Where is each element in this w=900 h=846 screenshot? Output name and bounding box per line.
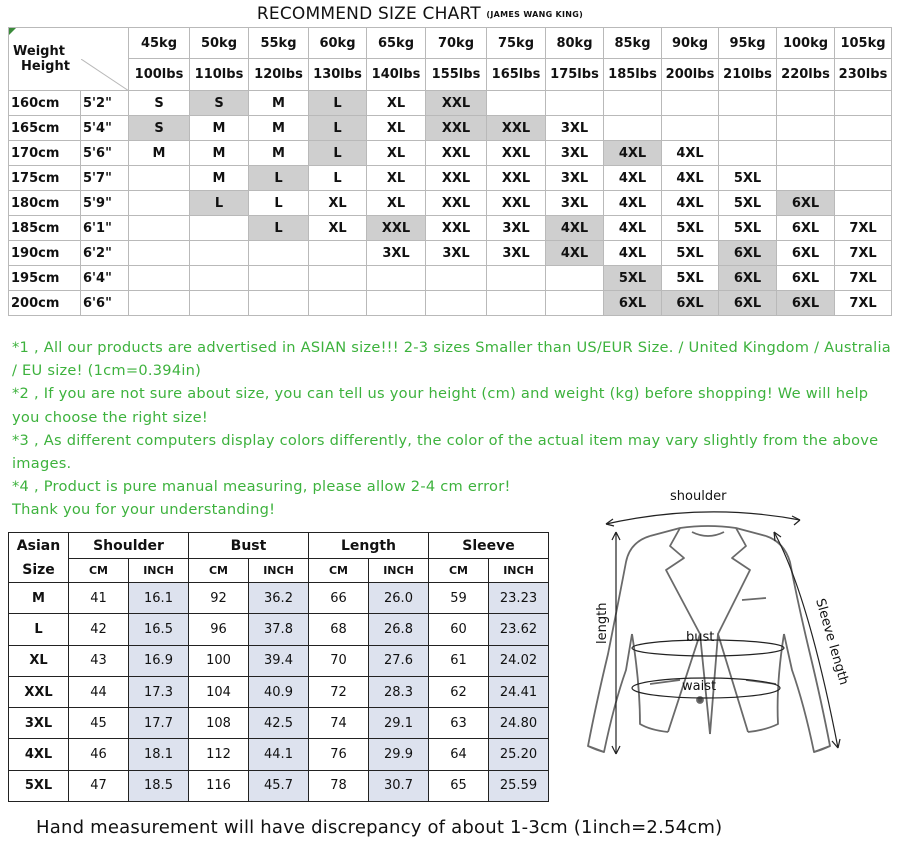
- measure-unit-header-row: [9, 559, 549, 583]
- size-cell: XL: [367, 166, 426, 191]
- height-ft-cell: 6'2": [81, 241, 129, 266]
- unit-cm-header: CM: [309, 559, 369, 583]
- size-cell: [487, 291, 546, 316]
- measure-inch-cell: 45.7: [249, 770, 309, 801]
- size-cell: 3XL: [487, 241, 546, 266]
- size-cell: [309, 266, 367, 291]
- size-cell: XL: [367, 141, 426, 166]
- note-thanks: Thank you for your understanding!: [12, 501, 276, 519]
- measure-inch-cell: 23.23: [489, 583, 549, 614]
- size-cell: 5XL: [604, 266, 662, 291]
- measure-cm-cell: 76: [309, 739, 369, 770]
- size-cell: L: [249, 191, 309, 216]
- chart-title-brand: (JAMES WANG KING): [486, 10, 584, 19]
- measure-inch-cell: 16.9: [129, 645, 189, 676]
- size-cell: [546, 266, 604, 291]
- size-cell: [835, 141, 892, 166]
- size-cell: [190, 216, 249, 241]
- measure-cm-cell: 45: [69, 708, 129, 739]
- size-cell: XXL: [426, 191, 487, 216]
- height-ft-cell: 5'4": [81, 116, 129, 141]
- size-cell: XXL: [487, 141, 546, 166]
- size-cell: 6XL: [719, 266, 777, 291]
- weight-lbs-header: 130lbs: [309, 59, 367, 91]
- size-cell: XXL: [426, 141, 487, 166]
- size-cell: 6XL: [777, 266, 835, 291]
- unit-inch-header: INCH: [369, 559, 429, 583]
- measure-inch-cell: 25.59: [489, 770, 549, 801]
- measure-inch-cell: 18.1: [129, 739, 189, 770]
- measure-cm-cell: 65: [429, 770, 489, 801]
- weight-kg-header: 95kg: [719, 28, 777, 59]
- measure-inch-cell: 29.1: [369, 708, 429, 739]
- size-cell: [546, 291, 604, 316]
- size-cell: L: [309, 166, 367, 191]
- measure-size-cell: M: [9, 583, 69, 614]
- size-chart-row: [9, 291, 892, 316]
- measure-inch-cell: 23.62: [489, 614, 549, 645]
- size-cell: [309, 291, 367, 316]
- height-cm-cell: 185cm: [9, 216, 81, 241]
- measure-size-cell: 5XL: [9, 770, 69, 801]
- size-cell: L: [309, 116, 367, 141]
- size-cell: [662, 116, 719, 141]
- height-label: Height: [21, 58, 70, 74]
- bust-header: Bust: [189, 533, 309, 559]
- size-cell: L: [249, 216, 309, 241]
- size-cell: [719, 91, 777, 116]
- size-cell: XL: [367, 116, 426, 141]
- recommend-size-chart: [8, 27, 892, 316]
- size-cell: [367, 266, 426, 291]
- measure-inch-cell: 16.5: [129, 614, 189, 645]
- measure-size-cell: XXL: [9, 676, 69, 707]
- size-cell: 5XL: [662, 216, 719, 241]
- weight-lbs-header: 100lbs: [129, 59, 190, 91]
- measure-group-header-row: [9, 533, 549, 559]
- length-arrow: [612, 532, 620, 754]
- size-cell: M: [190, 166, 249, 191]
- height-cm-cell: 195cm: [9, 266, 81, 291]
- measure-cm-cell: 92: [189, 583, 249, 614]
- height-cm-cell: 170cm: [9, 141, 81, 166]
- measure-cm-cell: 72: [309, 676, 369, 707]
- measure-inch-cell: 24.80: [489, 708, 549, 739]
- measure-cm-cell: 63: [429, 708, 489, 739]
- measure-inch-cell: 39.4: [249, 645, 309, 676]
- weight-lbs-header: 120lbs: [249, 59, 309, 91]
- size-cell: M: [190, 116, 249, 141]
- weight-kg-header-row: [9, 28, 892, 59]
- weight-lbs-header: 220lbs: [777, 59, 835, 91]
- size-cell: 4XL: [604, 241, 662, 266]
- height-ft-cell: 6'1": [81, 216, 129, 241]
- measure-cm-cell: 78: [309, 770, 369, 801]
- size-cell: 5XL: [719, 216, 777, 241]
- size-cell: 4XL: [546, 241, 604, 266]
- measure-cm-cell: 59: [429, 583, 489, 614]
- measure-row: [9, 583, 549, 614]
- size-cell: 7XL: [835, 216, 892, 241]
- height-ft-cell: 6'6": [81, 291, 129, 316]
- footer-note: Hand measurement will have discrepancy of about 1-3cm (1inch=2.54cm): [36, 817, 723, 838]
- size-cell: [546, 91, 604, 116]
- size-cell: 6XL: [719, 241, 777, 266]
- size-cell: 7XL: [835, 266, 892, 291]
- measure-cm-cell: 44: [69, 676, 129, 707]
- measure-inch-cell: 42.5: [249, 708, 309, 739]
- size-cell: XL: [309, 216, 367, 241]
- note-3: *3 , As different computers display colors differently, the color of the actual item may vary slightly from the above images.: [12, 431, 879, 473]
- measure-cm-cell: 62: [429, 676, 489, 707]
- size-cell: [129, 216, 190, 241]
- size-cell: 4XL: [662, 191, 719, 216]
- measure-cm-cell: 70: [309, 645, 369, 676]
- weight-lbs-header: 165lbs: [487, 59, 546, 91]
- measure-cm-cell: 112: [189, 739, 249, 770]
- size-cell: XXL: [367, 216, 426, 241]
- chart-title: [0, 4, 840, 25]
- weight-lbs-header: 140lbs: [367, 59, 426, 91]
- size-cell: 4XL: [604, 141, 662, 166]
- size-cell: [662, 91, 719, 116]
- measure-inch-cell: 30.7: [369, 770, 429, 801]
- size-cell: 3XL: [546, 116, 604, 141]
- size-cell: S: [129, 116, 190, 141]
- measure-cm-cell: 66: [309, 583, 369, 614]
- height-cm-cell: 165cm: [9, 116, 81, 141]
- measure-cm-cell: 104: [189, 676, 249, 707]
- note-4: *4 , Product is pure manual measuring, please allow 2-4 cm error!: [12, 478, 511, 496]
- height-ft-cell: 5'6": [81, 141, 129, 166]
- size-cell: 4XL: [604, 216, 662, 241]
- unit-cm-header: CM: [189, 559, 249, 583]
- size-cell: S: [190, 91, 249, 116]
- size-cell: [426, 291, 487, 316]
- height-cm-cell: 160cm: [9, 91, 81, 116]
- height-ft-cell: 5'9": [81, 191, 129, 216]
- size-cell: [835, 166, 892, 191]
- size-cell: L: [249, 166, 309, 191]
- measure-size-cell: XL: [9, 645, 69, 676]
- measure-inch-cell: 18.5: [129, 770, 189, 801]
- weight-label: Weight: [13, 43, 65, 59]
- weight-kg-header: 85kg: [604, 28, 662, 59]
- weight-lbs-header: 155lbs: [426, 59, 487, 91]
- sleeve-length-label: Sleeve length: [812, 596, 852, 687]
- size-cell: [309, 241, 367, 266]
- length-header: Length: [309, 533, 429, 559]
- height-cm-cell: 200cm: [9, 291, 81, 316]
- measure-cm-cell: 96: [189, 614, 249, 645]
- weight-lbs-header: 185lbs: [604, 59, 662, 91]
- size-cell: XL: [367, 91, 426, 116]
- size-cell: 6XL: [604, 291, 662, 316]
- unit-inch-header: INCH: [129, 559, 189, 583]
- size-cell: L: [309, 141, 367, 166]
- weight-lbs-header: 110lbs: [190, 59, 249, 91]
- size-cell: [129, 191, 190, 216]
- size-cell: [129, 166, 190, 191]
- measure-inch-cell: 44.1: [249, 739, 309, 770]
- size-cell: 3XL: [487, 216, 546, 241]
- length-label: length: [595, 602, 610, 644]
- size-cell: 3XL: [426, 241, 487, 266]
- weight-kg-header: 45kg: [129, 28, 190, 59]
- measure-inch-cell: 36.2: [249, 583, 309, 614]
- note-2: *2 , If you are not sure about size, you can tell us your height (cm) and weight (kg) before shopping! We will help you choose the right size!: [12, 385, 869, 426]
- size-cell: [367, 291, 426, 316]
- size-cell: M: [129, 141, 190, 166]
- weight-lbs-header: 200lbs: [662, 59, 719, 91]
- measure-inch-cell: 28.3: [369, 676, 429, 707]
- measure-cm-cell: 68: [309, 614, 369, 645]
- weight-kg-header: 55kg: [249, 28, 309, 59]
- size-chart-row: [9, 91, 892, 116]
- measure-cm-cell: 41: [69, 583, 129, 614]
- measure-inch-cell: 16.1: [129, 583, 189, 614]
- size-cell: [190, 241, 249, 266]
- fold-corner-icon: [9, 28, 16, 35]
- bust-label: bust: [686, 630, 715, 645]
- size-cell: 3XL: [546, 191, 604, 216]
- measure-row: [9, 676, 549, 707]
- height-ft-cell: 5'7": [81, 166, 129, 191]
- note-1: *1 , All our products are advertised in ASIAN size!!! 2-3 sizes Smaller than US/EUR Size. / United Kingdom / Australia / EU size! (1cm=0.394in): [12, 339, 891, 380]
- size-cell: [129, 241, 190, 266]
- measure-cm-cell: 60: [429, 614, 489, 645]
- measure-cm-cell: 61: [429, 645, 489, 676]
- size-chart-row: [9, 241, 892, 266]
- size-cell: 5XL: [719, 191, 777, 216]
- measure-cm-cell: 42: [69, 614, 129, 645]
- size-cell: [719, 141, 777, 166]
- size-cell: [249, 241, 309, 266]
- size-cell: XL: [367, 191, 426, 216]
- measure-inch-cell: 17.7: [129, 708, 189, 739]
- weight-lbs-header: 230lbs: [835, 59, 892, 91]
- size-cell: [190, 291, 249, 316]
- size-cell: 6XL: [777, 241, 835, 266]
- measure-row: [9, 708, 549, 739]
- size-cell: 6XL: [777, 191, 835, 216]
- measure-row: [9, 739, 549, 770]
- corner-cell: [81, 28, 129, 59]
- size-cell: [777, 141, 835, 166]
- size-cell: [719, 116, 777, 141]
- corner-diagonal-icon: [81, 59, 129, 91]
- size-cell: XXL: [426, 116, 487, 141]
- size-cell: 5XL: [662, 266, 719, 291]
- measure-inch-cell: 26.8: [369, 614, 429, 645]
- size-chart-row: [9, 141, 892, 166]
- measure-size-cell: 4XL: [9, 739, 69, 770]
- size-cell: 3XL: [546, 141, 604, 166]
- size-cell: [835, 116, 892, 141]
- size-cell: M: [249, 141, 309, 166]
- measure-size-cell: L: [9, 614, 69, 645]
- size-cell: 6XL: [719, 291, 777, 316]
- weight-kg-header: 80kg: [546, 28, 604, 59]
- waist-label: waist: [682, 679, 717, 694]
- measure-inch-cell: 29.9: [369, 739, 429, 770]
- jacket-measurement-diagram: [570, 484, 862, 784]
- size-cell: 6XL: [777, 291, 835, 316]
- measure-inch-cell: 37.8: [249, 614, 309, 645]
- measure-cm-cell: 74: [309, 708, 369, 739]
- weight-kg-header: 75kg: [487, 28, 546, 59]
- measure-inch-cell: 24.41: [489, 676, 549, 707]
- size-cell: 4XL: [662, 166, 719, 191]
- measure-row: [9, 645, 549, 676]
- measure-cm-cell: 116: [189, 770, 249, 801]
- size-cell: XXL: [487, 191, 546, 216]
- height-cm-cell: 175cm: [9, 166, 81, 191]
- measure-row: [9, 614, 549, 645]
- size-cell: L: [190, 191, 249, 216]
- weight-kg-header: 60kg: [309, 28, 367, 59]
- size-cell: 3XL: [546, 166, 604, 191]
- measure-cm-cell: 43: [69, 645, 129, 676]
- weight-kg-header: 90kg: [662, 28, 719, 59]
- size-header: Size: [9, 559, 69, 583]
- size-cell: [835, 191, 892, 216]
- unit-cm-header: CM: [69, 559, 129, 583]
- size-cell: XXL: [487, 116, 546, 141]
- size-chart-row: [9, 191, 892, 216]
- height-ft-cell: 6'4": [81, 266, 129, 291]
- chart-title-main: RECOMMEND SIZE CHART: [256, 4, 481, 24]
- size-chart-row: [9, 166, 892, 191]
- height-label-cell: [9, 59, 81, 91]
- shoulder-arrow: [606, 512, 800, 526]
- size-chart-row: [9, 116, 892, 141]
- size-cell: [487, 266, 546, 291]
- measure-cm-cell: 100: [189, 645, 249, 676]
- size-cell: [604, 116, 662, 141]
- measurement-table: [8, 532, 549, 802]
- size-cell: 6XL: [662, 291, 719, 316]
- size-cell: XXL: [426, 166, 487, 191]
- size-cell: [129, 291, 190, 316]
- height-ft-cell: 5'2": [81, 91, 129, 116]
- measure-inch-cell: 24.02: [489, 645, 549, 676]
- size-cell: XXL: [426, 91, 487, 116]
- size-cell: [129, 266, 190, 291]
- height-cm-cell: 190cm: [9, 241, 81, 266]
- size-cell: 7XL: [835, 291, 892, 316]
- size-cell: [426, 266, 487, 291]
- weight-lbs-header: 210lbs: [719, 59, 777, 91]
- size-cell: XL: [309, 191, 367, 216]
- measure-inch-cell: 40.9: [249, 676, 309, 707]
- weight-kg-header: 50kg: [190, 28, 249, 59]
- unit-inch-header: INCH: [489, 559, 549, 583]
- unit-cm-header: CM: [429, 559, 489, 583]
- measure-inch-cell: 27.6: [369, 645, 429, 676]
- size-chart-row: [9, 216, 892, 241]
- size-chart-row: [9, 266, 892, 291]
- asian-size-header: Asian: [9, 533, 69, 559]
- size-cell: [835, 91, 892, 116]
- sleeve-header: Sleeve: [429, 533, 549, 559]
- measure-inch-cell: 26.0: [369, 583, 429, 614]
- size-cell: 6XL: [777, 216, 835, 241]
- size-cell: [777, 91, 835, 116]
- weight-kg-header: 105kg: [835, 28, 892, 59]
- size-cell: [777, 166, 835, 191]
- measure-cm-cell: 46: [69, 739, 129, 770]
- measure-row: [9, 770, 549, 801]
- measure-size-cell: 3XL: [9, 708, 69, 739]
- size-cell: S: [129, 91, 190, 116]
- weight-kg-header: 70kg: [426, 28, 487, 59]
- size-cell: [190, 266, 249, 291]
- measure-inch-cell: 25.20: [489, 739, 549, 770]
- size-cell: [249, 266, 309, 291]
- height-cm-cell: 180cm: [9, 191, 81, 216]
- size-cell: XXL: [487, 166, 546, 191]
- size-cell: 4XL: [662, 141, 719, 166]
- size-cell: [487, 91, 546, 116]
- size-cell: 5XL: [662, 241, 719, 266]
- measure-cm-cell: 47: [69, 770, 129, 801]
- shoulder-header: Shoulder: [69, 533, 189, 559]
- size-cell: 4XL: [546, 216, 604, 241]
- size-cell: M: [190, 141, 249, 166]
- size-cell: 3XL: [367, 241, 426, 266]
- size-cell: 4XL: [604, 191, 662, 216]
- shoulder-label: shoulder: [670, 489, 727, 504]
- size-cell: L: [309, 91, 367, 116]
- size-cell: [604, 91, 662, 116]
- size-cell: 5XL: [719, 166, 777, 191]
- measure-cm-cell: 108: [189, 708, 249, 739]
- weight-label-cell: [9, 28, 81, 59]
- size-cell: 4XL: [604, 166, 662, 191]
- measure-cm-cell: 64: [429, 739, 489, 770]
- weight-kg-header: 65kg: [367, 28, 426, 59]
- size-cell: 7XL: [835, 241, 892, 266]
- weight-lbs-header: 175lbs: [546, 59, 604, 91]
- weight-kg-header: 100kg: [777, 28, 835, 59]
- measure-inch-cell: 17.3: [129, 676, 189, 707]
- size-cell: M: [249, 91, 309, 116]
- size-cell: XXL: [426, 216, 487, 241]
- weight-lbs-header-row: [9, 59, 892, 91]
- size-cell: [777, 116, 835, 141]
- corner-cell-2: [81, 59, 129, 91]
- unit-inch-header: INCH: [249, 559, 309, 583]
- size-cell: [249, 291, 309, 316]
- size-cell: M: [249, 116, 309, 141]
